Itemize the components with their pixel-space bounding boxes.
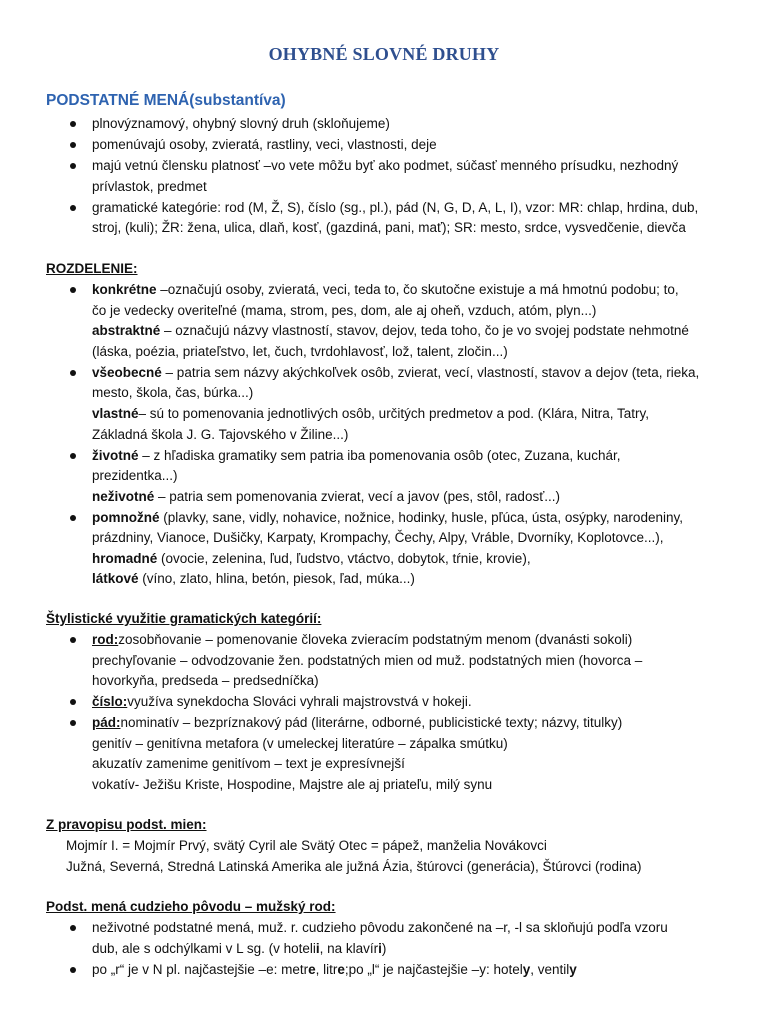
stylistika-line: genitív – genitívna metafora (v umeleckej literatúre – zápalka smútku) — [92, 736, 508, 751]
ending-highlight: e — [308, 962, 316, 977]
term-text: (plavky, sane, vidly, nohavice, nožnice, hodinky, husle, pľúca, ústa, osýpky, narodeniny, — [159, 510, 683, 525]
intro-line: gramatické kategórie: rod (M, Ž, S), číslo (sg., pl.), pád (N, G, D, A, L, I), vzor: MR: chlap, hrdina, dub, — [92, 200, 699, 215]
term-pad: pád: — [92, 715, 121, 730]
bullet-icon — [70, 515, 76, 521]
bullet-icon — [70, 637, 76, 643]
rozdelenie-line: prázdniny, Vianoce, Dušičky, Karpaty, Krompachy, Čechy, Alpy, Vráble, Dvorníky, Koplotovce...), — [92, 530, 664, 545]
bullet-icon — [70, 720, 76, 726]
term-text: (ovocie, zelenina, ľud, ľudstvo, vtáctvo, dobytok, tŕnie, krovie), — [157, 551, 531, 566]
stylistika-line — [92, 714, 622, 732]
bullet-icon — [70, 925, 76, 931]
ending-highlight: i — [378, 941, 382, 956]
bullet-icon — [70, 142, 76, 148]
bullet-icon — [70, 453, 76, 459]
term-vseobecne: všeobecné — [92, 365, 162, 380]
term-konkretne: konkrétne — [92, 282, 157, 297]
term-text: zosobňovanie – pomenovanie človeka zvieracím podstatným menom (dvanásti sokoli) — [118, 632, 633, 647]
section-heading-pravopis: Z pravopisu podst. mien: — [46, 817, 207, 832]
text-part: , na klavír — [319, 941, 379, 956]
rozdelenie-line — [92, 509, 683, 527]
term-hromadne: hromadné — [92, 551, 158, 566]
term-latkove: látkové — [92, 571, 139, 586]
stylistika-line — [92, 693, 472, 711]
bullet-icon — [70, 121, 76, 127]
section-heading-cudzie: Podst. mená cudzieho pôvodu – mužský rod: — [46, 899, 336, 914]
pravopis-line: Mojmír I. = Mojmír Prvý, svätý Cyril ale Svätý Otec = pápež, manželia Novákovci — [66, 838, 547, 853]
stylistika-line: akuzatív zamenime genitívom – text je expresívnejší — [92, 756, 405, 771]
rozdelenie-line — [92, 405, 649, 423]
pravopis-line: Južná, Severná, Stredná Latinská Amerika ale južná Ázia, štúrovci (generácia), Štúrovci (rodina) — [66, 859, 642, 874]
term-text: využíva synekdocha Slováci vyhrali majstrovstvá v hokeji. — [127, 694, 472, 709]
term-abstraktne: abstraktné — [92, 323, 161, 338]
term-text: nominatív – bezpríznakový pád (literárne, odborné, publicistické texty; názvy, titulky) — [120, 715, 623, 730]
stylistika-line: hovorkyňa, predseda – predsedníčka) — [92, 673, 319, 688]
bullet-icon — [70, 205, 76, 211]
rozdelenie-line: (láska, poézia, priateľstvo, let, čuch, tvrdohlavosť, lož, talent, zločin...) — [92, 344, 508, 359]
document-title: OHYBNÉ SLOVNÉ DRUHY — [268, 44, 500, 64]
ending-highlight: y — [569, 962, 577, 977]
cudzie-line: neživotné podstatné mená, muž. r. cudzieho pôvodu zakončené na –r, -l sa skloňujú podľa vzoru — [92, 920, 668, 935]
intro-line: stroj, (kuli); ŽR: žena, ulica, dlaň, kosť, (gazdiná, pani, mať); SR: mesto, srdce, vysvedčenie, dievča — [92, 220, 686, 235]
intro-line: pomenúvajú osoby, zvieratá, rastliny, veci, vlastnosti, deje — [92, 137, 437, 152]
ending-highlight: y — [522, 962, 531, 977]
stylistika-line: vokatív- Ježišu Kriste, Hospodine, Majstre ale aj priateľu, milý synu — [92, 777, 493, 792]
term-zivotne: životné — [92, 448, 139, 463]
rozdelenie-line — [92, 447, 620, 465]
term-text: – sú to pomenovania jednotlivých osôb, určitých predmetov a pod. (Klára, Nitra, Tatry, — [138, 406, 650, 421]
text-part: , ventil — [530, 962, 570, 977]
term-text: –označujú osoby, zvieratá, veci, teda to, čo skutočne existuje a má hmotnú podobu; to, — [156, 282, 679, 297]
term-text: – patria sem názvy akýchkoľvek osôb, zvierat, vecí, vlastností, stavov a dejov (teta, rieka, — [161, 365, 700, 380]
term-rod: rod: — [92, 632, 119, 647]
text-part: , litr — [315, 962, 338, 977]
term-text: – označujú názvy vlastností, stavov, dejov, teda toho, čo je vo svojej podstate nehmotné — [160, 323, 689, 338]
stylistika-line: prechyľovanie – odvodzovanie žen. podstatných mien od muž. podstatných mien (hovorca – — [92, 653, 643, 668]
intro-line: prívlastok, predmet — [92, 179, 207, 194]
term-text: – z hľadiska gramatiky sem patria iba pomenovania osôb (otec, Zuzana, kuchár, — [138, 448, 621, 463]
bullet-icon — [70, 967, 76, 973]
section-heading-stylistika: Štylistické využitie gramatických kategórií: — [46, 611, 322, 626]
rozdelenie-line: Základná škola J. G. Tajovského v Žiline...) — [92, 427, 349, 442]
term-vlastne: vlastné — [92, 406, 139, 421]
text-part: ) — [381, 941, 387, 956]
rozdelenie-line: čo je vedecky overiteľné (mama, strom, pes, dom, ale aj oheň, vzduch, atóm, plyn...) — [92, 303, 597, 318]
term-text: (víno, zlato, hlina, betón, piesok, ľad, múka...) — [138, 571, 415, 586]
rozdelenie-line — [92, 488, 560, 506]
rozdelenie-line — [92, 364, 699, 382]
rozdelenie-line: mesto, škola, čas, búrka...) — [92, 385, 254, 400]
section-heading-rozdelenie: ROZDELENIE: — [46, 261, 138, 276]
cudzie-line — [92, 940, 386, 958]
bullet-icon — [70, 287, 76, 293]
intro-line: majú vetnú člensku platnosť –vo vete môžu byť ako podmet, súčasť menného prísudku, nezhodný — [92, 158, 679, 173]
ending-highlight: e — [337, 962, 345, 977]
section-heading-substantiva: PODSTATNÉ MENÁ(substantíva) — [46, 92, 286, 109]
rozdelenie-line — [92, 570, 415, 588]
rozdelenie-line — [92, 322, 689, 340]
bullet-icon — [70, 370, 76, 376]
term-nezivotne: neživotné — [92, 489, 155, 504]
text-part: dub, ale s odchýlkami v L sg. (v hoteli — [92, 941, 316, 956]
text-part: po „r“ je v N pl. najčastejšie –e: metr — [92, 962, 309, 977]
term-pomnozne: pomnožné — [92, 510, 160, 525]
term-cislo: číslo: — [92, 694, 128, 709]
intro-line: plnovýznamový, ohybný slovný druh (skloňujeme) — [92, 116, 390, 131]
bullet-icon — [70, 163, 76, 169]
text-part: ;po „l“ je najčastejšie –y: hotel — [344, 962, 523, 977]
ending-highlight: i — [315, 941, 320, 956]
rozdelenie-line — [92, 550, 531, 568]
term-text: – patria sem pomenovania zvierat, vecí a javov (pes, stôl, radosť...) — [154, 489, 561, 504]
cudzie-line — [92, 961, 577, 979]
rozdelenie-line — [92, 281, 679, 299]
stylistika-line — [92, 631, 632, 649]
rozdelenie-line: prezidentka...) — [92, 468, 178, 483]
bullet-icon — [70, 699, 76, 705]
